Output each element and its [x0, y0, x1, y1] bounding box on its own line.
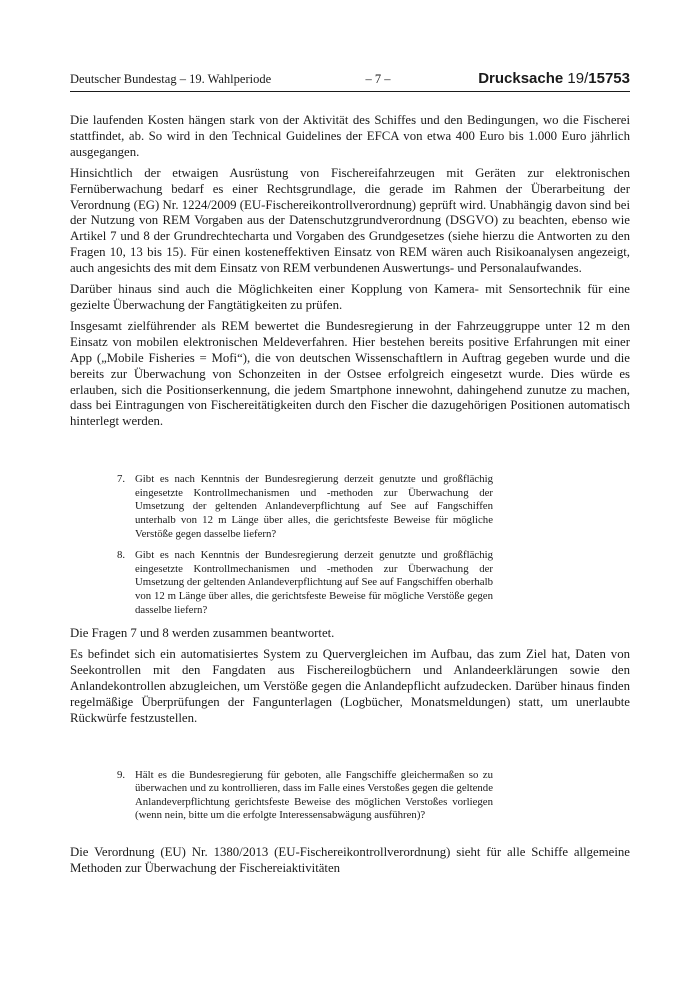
document-number-prefix: 19/: [567, 70, 589, 87]
spacer: [70, 823, 630, 845]
answer-paragraph-legal-basis: Hinsichtlich der etwaigen Ausrüstung von Fischereifahrzeugen mit Geräten zur elektronischen Fernüberwachung bedarf es einer Rechtsgrundlage, die gerade im Rahmen der Überarbeitung der Verordnung (EG) Nr. 1224/2009 (EU-Fischereikontrollverordnung) geprüft wird. Unabhängig davon sind bei der Nutzung von REM Vorgaben aus der Datenschutzgrundverordnung (DSGVO) zu beachten, ebenso wie Artikel 7 und 8 der Grundrechtecharta und Vorgaben des Grundgesetzes (siehe hierzu die Antworten zu den Fragen 10, 13 bis 15). Für einen kosteneffektiven Einsatz von REM wären auch Risikoanalysen angezeigt, auch angesichts des mit dem Einsatz von REM verbundenen Auswertungs- und Personalaufwandes.: [70, 165, 630, 276]
page-body: [70, 113, 630, 882]
question-text: Gibt es nach Kenntnis der Bundesregierung derzeit genutzte und großflächig eingesetzte Kontrollmechanismen und -methoden zur Überwachung der Umsetzung der geltenden Anlandeverpflichtung auf See auf Fangschiffen oberhalb von 12 m Länge über alles, die gerichtsfeste Beweise für mögliche Verstöße gegen dasselbe liefern?: [135, 549, 493, 616]
answer-intro: Die Fragen 7 und 8 werden zusammen beantwortet.: [70, 626, 335, 641]
document-label: Drucksache: [478, 70, 564, 87]
document-number-main: 15753: [588, 70, 630, 87]
question-9: [70, 769, 493, 823]
answer-paragraph-mobile-reporting: Insgesamt zielführender als REM bewertet die Bundesregierung in der Fahrzeuggruppe unter 12 m den Einsatz von mobilen elektronischen Meldeverfahren. Hier bestehen bereits positive Erfahrungen mit einer App („Mobile Fisheries = Mofi“), die von deutschen Wissenschaftlern in Auftrag gegeben wurde und die bereits zur Überwachung von Schonzeiten in der Ostsee erfolgreich eingesetzt wurde. Dies würde es erlauben, sich die Positionserkennung, die jedem Smartphone innewohnt, dahingehend zunutze zu machen, dass bei Eintragungen von Fischereitätigkeiten durch den Fischer die dazugehörigen Positionen automatisch hinterlegt werden.: [70, 318, 630, 429]
header-divider: [70, 91, 630, 92]
question-number: 7.: [117, 473, 126, 486]
answer-paragraph-cross-checks: Es befindet sich ein automatisiertes System zu Quervergleichen im Aufbau, das zum Ziel hat, Daten von Seekontrollen mit den Fangdaten aus Fischereilogbüchern und Anlandeerklärungen sowie den Anlandekontrollen abzugleichen, um Verstöße gegen die Anlandepflicht aufzudecken. Darüber hinaus finden regelmäßige Überprüfungen der Fangunterlagen (Logbücher, Monatsmeldungen) statt, um unerlaubte Rückwürfe festzustellen.: [70, 647, 630, 725]
page-header: [70, 70, 630, 90]
question-7: [70, 473, 493, 541]
question-8: [70, 549, 493, 617]
spacer: [70, 617, 630, 626]
answer-paragraph-costs: Die laufenden Kosten hängen stark von der Aktivität des Schiffes und den Bedingungen, wo die Fischerei stattfindet, ab. So wird in den Technical Guidelines der EFCA von etwa 400 Euro bis 1.000 Euro jährlich ausgegangen.: [70, 113, 630, 159]
spacer: [70, 435, 630, 473]
answer-paragraph-sensor-coupling: Darüber hinaus sind auch die Möglichkeiten einer Kopplung von Kamera- mit Sensortechnik für eine gezielte Überwachung der Fangtätigkeiten zu prüfen.: [70, 282, 630, 312]
question-number: 8.: [117, 549, 126, 562]
question-text: Hält es die Bundesregierung für geboten, alle Fangschiffe gleichermaßen so zu überwachen und zu kontrollieren, dass im Falle eines Verstoßes gegen die geltende Anlandeverpflichtung gerichtsfeste Beweise des möglichen Verstoßes vorliegen (wenn nein, bitte um die erfolgte Interessensabwägung ausführen)?: [135, 768, 493, 822]
document-number: [478, 70, 630, 87]
question-number: 9.: [117, 768, 126, 781]
spacer: [70, 541, 630, 549]
header-parliament-term: Deutscher Bundestag – 19. Wahlperiode: [70, 72, 272, 86]
page-number: – 7 –: [365, 72, 391, 86]
spacer: [70, 732, 630, 769]
question-text: Gibt es nach Kenntnis der Bundesregierung derzeit genutzte und großflächig eingesetzte Kontrollmechanismen und -methoden zur Überwachung der Umsetzung der geltenden Anlandeverpflichtung auf See auf Fangschiffen unterhalb von 12 m Länge über alles, die gerichtsfeste Beweise für mögliche Verstöße gegen dasselbe liefern?: [135, 473, 493, 540]
answer-paragraph-regulation: Die Verordnung (EU) Nr. 1380/2013 (EU-Fischereikontrollverordnung) sieht für alle Schiffe allgemeine Methoden zur Überwachung der Fischereiaktivitäten: [70, 844, 630, 875]
